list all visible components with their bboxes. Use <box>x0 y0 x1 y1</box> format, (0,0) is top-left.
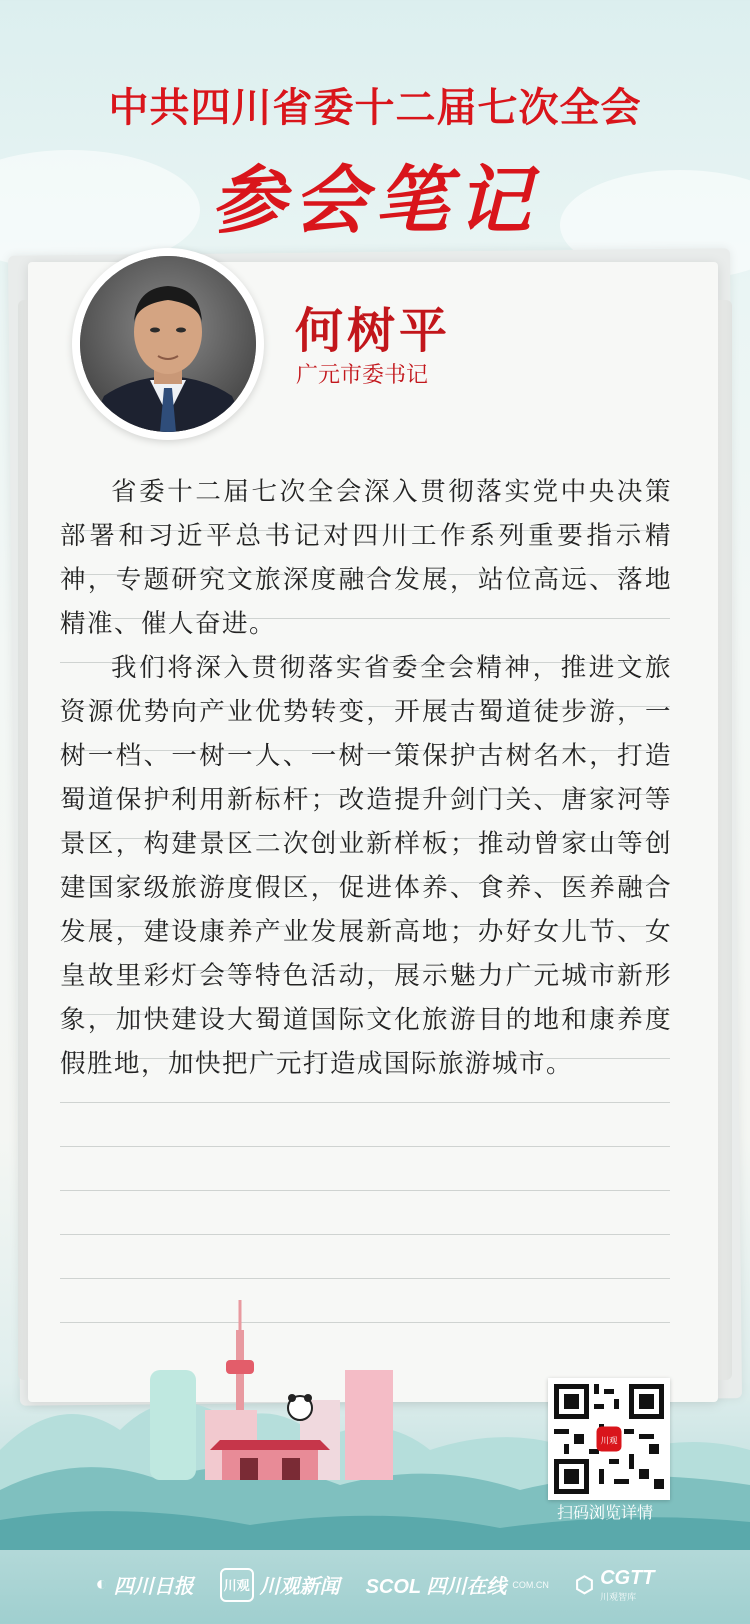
headline-event: 中共四川省委十二届七次全会 <box>108 86 642 130</box>
qr-badge: 川观 <box>600 1436 618 1447</box>
qr-code[interactable] <box>548 1378 670 1500</box>
logo-icon: ◐ <box>95 1573 108 1595</box>
logo-sichuan-daily: ◐ 四川日报 <box>95 1573 194 1598</box>
logo-icon: ⬡ <box>574 1571 595 1597</box>
avatar <box>80 256 256 432</box>
person-title: 广元市委书记 <box>296 362 429 387</box>
logo-icon: 川观 <box>220 1568 254 1602</box>
logo-chuanguan-news: 川观 川观新闻 <box>220 1568 340 1602</box>
portrait-illustration <box>80 256 256 432</box>
footer-logos <box>0 1545 750 1624</box>
person-name: 何树平 <box>295 303 452 359</box>
headline-notes: 参会笔记 <box>211 158 539 244</box>
qr-caption: 扫码浏览详情 <box>556 1505 653 1522</box>
logo-cgtt: ⬡ CGTT 川观智库 <box>574 1566 655 1602</box>
qr-code-icon <box>554 1384 664 1494</box>
logo-scol: SCOL 四川在线 COM.CN <box>365 1576 549 1598</box>
paragraph: 省委十二届七次全会深入贯彻落实党中央决策部署和习近平总书记对四川工作系列重要指示精神，专题研究文旅深度融合发展，站位高远、落地精准、催人奋进。 <box>60 477 672 639</box>
notes-text <box>60 470 672 1086</box>
paragraph: 我们将深入贯彻落实省委全会精神，推进文旅资源优势向产业优势转变，开展古蜀道徒步游，一树一档、一树一人、一树一策保护古树名木，打造蜀道保护利用新标杆；改造提升剑门关、唐家河等景区，构建景区二次创业新样板；推动曾家山等创建国家级旅游度假区，促进体养、食养、医养融合发展，建设康养产业发展新高地；办好女儿节、女皇故里彩灯会等特色活动，展示魅力广元城市新形象，加快建设大蜀道国际文化旅游目的地和康养度假胜地，加快把广元打造成国际旅游城市。 <box>60 653 672 1079</box>
